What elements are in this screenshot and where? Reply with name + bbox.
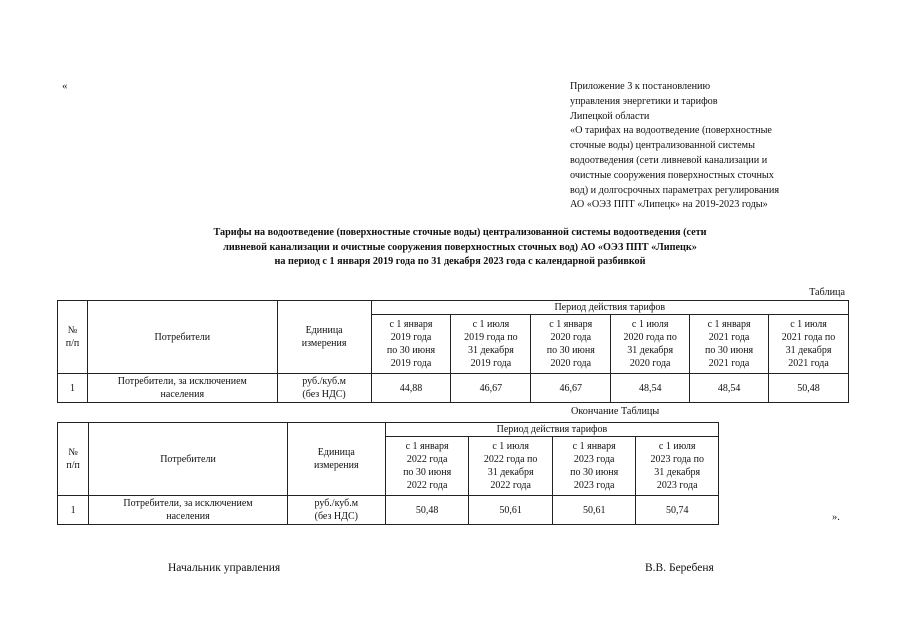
appendix-line: вод) и долгосрочных параметрах регулирования — [570, 184, 780, 196]
table-row — [58, 496, 719, 525]
tariff-value: 50,48 — [769, 374, 849, 403]
period-header: с 1 января 2021 года по 30 июня 2021 года — [690, 315, 769, 374]
row-consumer: Потребители, за исключением населения — [87, 374, 277, 403]
tariff-value: 50,61 — [552, 496, 636, 525]
period-header: с 1 января 2020 года по 30 июня 2020 года — [531, 315, 611, 374]
row-unit: руб./куб.м (без НДС) — [277, 374, 371, 403]
header-unit: Единица измерения — [277, 301, 371, 374]
period-header: с 1 января 2023 года по 30 июня 2023 года — [552, 437, 636, 496]
appendix-line: АО «ОЭЗ ППТ «Липецк» на 2019-2023 годы» — [570, 199, 768, 211]
title-line: Тарифы на водоотведение (поверхностные сточные воды) централизованной системы водоотведения (сети — [213, 227, 707, 238]
period-header: с 1 июля 2019 года по 31 декабря 2019 года — [451, 315, 531, 374]
end-of-table-label: Окончание Таблицы — [571, 406, 660, 417]
header-num: № п/п — [58, 301, 88, 374]
appendix-line: «О тарифах на водоотведение (поверхностные — [570, 125, 772, 137]
row-unit: руб./куб.м (без НДС) — [287, 496, 385, 525]
tariff-table-1 — [57, 300, 849, 403]
appendix-line: Приложение 3 к постановлению — [570, 81, 711, 92]
appendix-line: Липецкой области — [570, 110, 650, 122]
signer-title: Начальник управления — [168, 562, 281, 574]
row-consumer: Потребители, за исключением населения — [89, 496, 287, 525]
header-consumers: Потребители — [87, 301, 277, 374]
tariff-value: 44,88 — [371, 374, 451, 403]
tariff-value: 46,67 — [531, 374, 611, 403]
title-line: на период с 1 января 2019 года по 31 декабря 2023 года с календарной разбивкой — [274, 256, 646, 268]
header-num: № п/п — [58, 423, 89, 496]
period-header: с 1 июля 2023 года по 31 декабря 2023 года — [636, 437, 719, 496]
period-header: с 1 июля 2021 года по 31 декабря 2021 года — [769, 315, 849, 374]
tariff-value: 48,54 — [611, 374, 690, 403]
period-header: с 1 января 2022 года по 30 июня 2022 года — [385, 437, 469, 496]
header-period: Период действия тарифов — [371, 301, 848, 315]
document-title — [100, 226, 820, 270]
header-unit: Единица измерения — [287, 423, 385, 496]
appendix-line: водоотведения (сети ливневой канализации и — [570, 154, 768, 166]
header-period: Период действия тарифов — [385, 423, 718, 437]
tariff-value: 50,48 — [385, 496, 469, 525]
appendix-line: управления энергетики и тарифов — [570, 95, 718, 107]
tariff-value: 48,54 — [690, 374, 769, 403]
signer-name: В.В. Беребеня — [645, 562, 714, 574]
appendix-line: очистные сооружения поверхностных сточных — [570, 169, 774, 181]
appendix-line: сточные воды) централизованной системы — [570, 140, 755, 152]
tariff-value: 50,61 — [469, 496, 553, 525]
row-num: 1 — [58, 374, 88, 403]
tariff-value: 50,74 — [636, 496, 719, 525]
period-header: с 1 января 2019 года по 30 июня 2019 года — [371, 315, 451, 374]
tariff-value: 46,67 — [451, 374, 531, 403]
period-header: с 1 июля 2020 года по 31 декабря 2020 года — [611, 315, 690, 374]
period-header: с 1 июля 2022 года по 31 декабря 2022 года — [469, 437, 553, 496]
table-row — [58, 374, 849, 403]
header-consumers: Потребители — [89, 423, 287, 496]
row-num: 1 — [58, 496, 89, 525]
table-label: Таблица — [809, 287, 845, 298]
closing-quote: ». — [832, 512, 840, 523]
appendix-header — [570, 80, 870, 213]
opening-quote: « — [62, 80, 68, 92]
tariff-table-2 — [57, 422, 719, 525]
title-line: ливневой канализации и очистные сооружения поверхностных сточных вод) АО «ОЭЗ ППТ «Липецк» — [223, 241, 697, 253]
